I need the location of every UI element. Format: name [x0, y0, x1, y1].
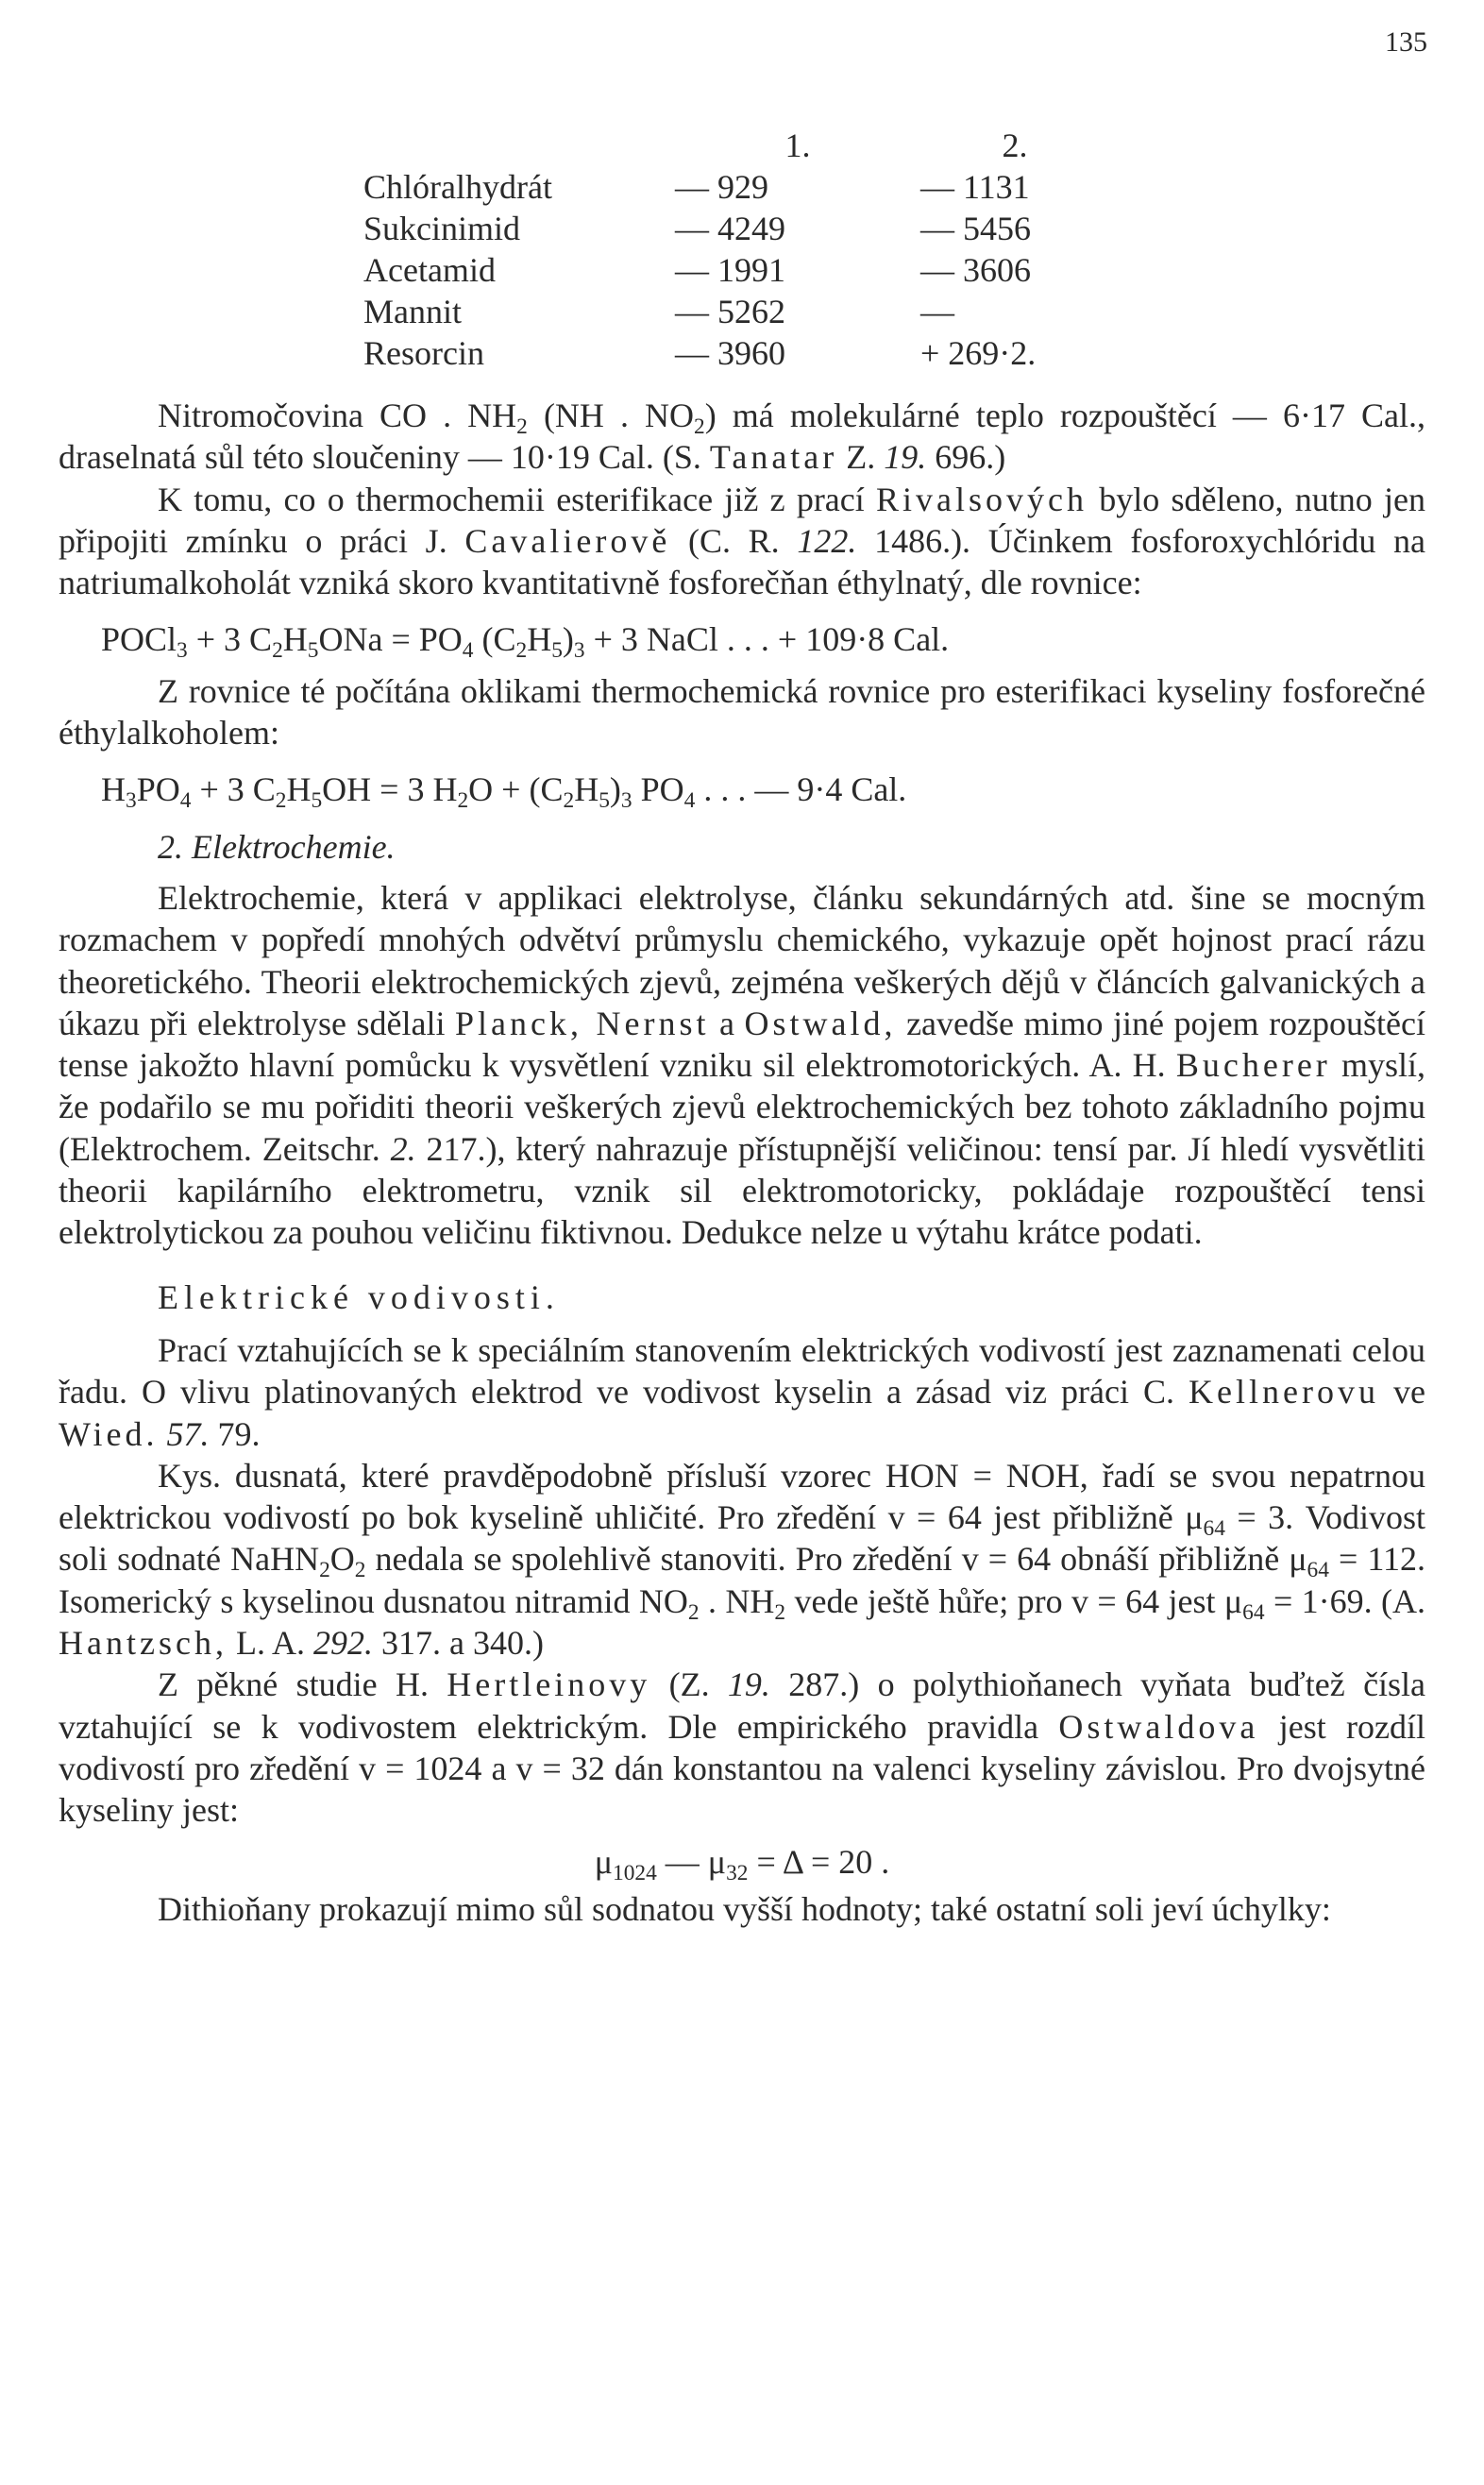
table-col2-header: 2. — [1002, 127, 1028, 164]
paragraph-nitromocovina: Nitromočovina CO . $NH_2$ (NH . $NO_2$) má molekulárné teplo rozpouštěcí — 6·17 Cal., draselnatá sůl této sloučeniny — 10·19 Cal. (S. Tanatar Z. 19. 696.) — [59, 397, 1425, 477]
equation-conductivity: $\mu_{1024}$ — $\mu_{32} = \Delta = 20$ . — [594, 1842, 890, 1885]
paragraph-rovnice: Z rovnice té počítána oklikami thermochemická rovnice pro esterifikaci kyseliny fosforečné éthylalkoholem: — [59, 671, 1425, 752]
table-row: Acetamid — 1991 — 3606 — [363, 251, 1031, 289]
paragraph-kys-dusnata: Kys. dusnatá, které pravděpodobně přísluší vzorec HON = NOH, řadí se svou nepatrnou elektrickou vodivostí po bok kyselině uhličité. Pro zředění v = 64 jest přibližně $\mu_{64} = 3$. Vodivost soli sodnaté $NaHN_2O_2$ nedala se spolehlivě stanoviti. Pro zředění v = 64 obnáší přibližně $\mu_{64} = 112$. Isomerický s kyselinou dusnatou nitramid $NO_2$ . $NH_2$ vede ještě hůře; pro v = 64 jest $\mu_{64} = 1\cdot 69$. (A. Hantzsch, L. A. 292. 317. a 340.) — [59, 1456, 1426, 1663]
paragraph-esterifikace: K tomu, co o thermochemii esterifikace již z prací Rivalsových bylo sděleno, nutno jen připojiti zmínku o práci J. Cavalierově (C. R. 122. 1486.). Účinkem fosforoxychlóridu na natriumalkoholát vzniká skoro kvantitativně fosforečňan éthylnatý, dle rovnice: — [59, 480, 1426, 602]
heat-table — [363, 125, 1109, 374]
table-header-row — [363, 125, 1109, 166]
table-row: Chlóralhydrát — 929 — 1131 — [363, 168, 1030, 206]
subsection-heading-vodivosti: Elektrické vodivosti. — [158, 1277, 560, 1316]
equation-h3po4: $H_3PO_4 + 3$ $C_2H_5OH = 3$ $H_2O + (C_2H_5)_3$ $PO_4$ . . . — 9·4 Cal. — [101, 770, 907, 814]
paragraph-elektrochemie: Elektrochemie, která v applikaci elektrolyse, článku sekundárných atd. šine se mocným rozmachem v popředí mnohých odvětví průmyslu chemického, vykazuje opět hojnost prací rázu theoretického. Theorii elektrochemických zjevů, zejména veškerých dějů v článcích galvanických a úkazu při elektrolyse sdělali Planck, Nernst a Ostwald, zavedše mimo jiné pojem rozpouštěcí tense jakožto hlavní pomůcku k vysvětlení vzniku sil elektromotorických. A. H. Bucherer myslí, že podařilo se mu pořiditi theorii veškerých zjevů elektrochemických bez tohoto základního pojmu (Elektrochem. Zeitschr. 2. 217.), který nahrazuje přístupnější veličinou: tensí par. Jí hledí vysvětliti theorii kapilárního elektrometru, vznik sil elektromotoricky, pokládaje rozpouštěcí tensi elektrolytickou za pouhou veličinu fiktivnou. Dedukce nelze u výtahu krátce podati. — [59, 878, 1426, 1252]
table-row: Resorcin — 3960 + 269·2. — [363, 334, 1037, 372]
page-number: 135 — [1385, 26, 1427, 58]
table-row: Mannit — 5262 — — [363, 293, 954, 330]
paragraph-vodivosti: Prací vztahujících se k speciálním stanovením elektrických vodivostí jest zaznamenati celou řadu. O vlivu platinovaných elektrod ve vodivost kyselin a zásad viz práci C. Kellnerovu ve Wied. 57. 79. — [59, 1330, 1426, 1453]
table-col1-header: 1. — [784, 127, 811, 164]
table-row: Sukcinimid — 4249 — 5456 — [363, 210, 1031, 247]
paragraph-polythionany: Z pěkné studie H. Hertleinovy (Z. 19. 287.) o polythioňanech vyňata buďtež čísla vztahující se k vodivostem elektrickým. Dle empirického pravidla Ostwaldova jest rozdíl vodivostí pro zředění v = 1024 a v = 32 dán konstantou na valenci kyseliny závislou. Pro dvojsytné kyseliny jest: — [59, 1665, 1426, 1830]
equation-pocl3: POCl$_3$ + 3 $C_2H_5ONa = PO_4$ $(C_2H_5)_3 + 3$ NaCl . . . + 109·8 Cal. — [101, 620, 950, 664]
section-heading-elektrochemie: 2. Elektrochemie. — [158, 827, 396, 866]
paragraph-dithionany: Dithioňany prokazují mimo sůl sodnatou vyšší hodnoty; také ostatní soli jeví úchylky: — [158, 1889, 1331, 1928]
body-text — [59, 395, 1425, 1930]
